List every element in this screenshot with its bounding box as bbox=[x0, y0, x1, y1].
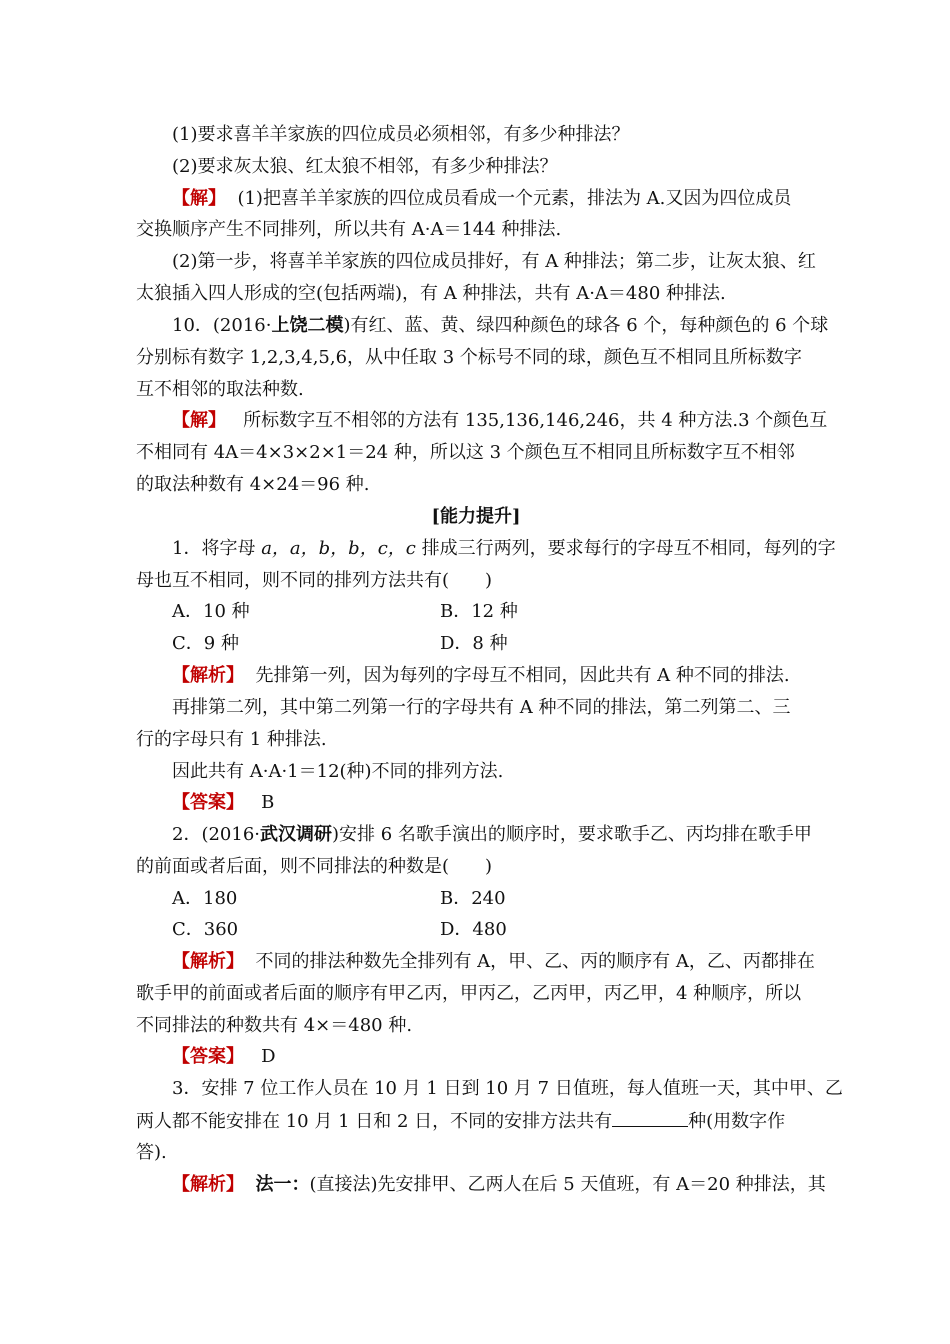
question-2-line: 的前面或者后面，则不同排法的种数是( ) bbox=[136, 856, 493, 877]
solution-line: 太狼插入四人形成的空(包括两端)，有 A 种排法，共有 A·A＝480 种排法. bbox=[136, 283, 726, 304]
analysis-text: (直接法)先安排甲、乙两人在后 5 天值班，有 A＝20 种排法，其 bbox=[309, 1174, 826, 1195]
analysis-tag: 【解析】 bbox=[172, 665, 244, 686]
question-3-line: 答). bbox=[136, 1142, 167, 1163]
analysis-tag: 【解析】 bbox=[172, 951, 244, 972]
analysis-1-line: 再排第二列，其中第二列第一行的字母共有 A 种不同的排法，第二列第二、三 bbox=[172, 697, 791, 718]
solution-line: 交换顺序产生不同排列，所以共有 A·A＝144 种排法. bbox=[136, 219, 562, 240]
option-c: C．360 bbox=[172, 919, 239, 940]
question-2-text: )安排 6 名歌手演出的顺序时，要求歌手乙、丙均排在歌手甲 bbox=[332, 824, 812, 845]
question-2-source: 武汉调研 bbox=[260, 824, 333, 845]
question-1-text: 1．将字母 bbox=[172, 538, 262, 559]
question-10-number: 10．(2016· bbox=[172, 315, 272, 336]
solution-tag: 【解】 bbox=[172, 188, 226, 209]
analysis-1-line: 行的字母只有 1 种排法. bbox=[136, 729, 327, 750]
question-3-line: 3．安排 7 位工作人员在 10 月 1 日到 10 月 7 日值班，每人值班一天，其中甲、乙 bbox=[172, 1078, 843, 1099]
analysis-text: 先排第一列，因为每列的字母互不相同，因此共有 A 种不同的排法. bbox=[255, 665, 790, 686]
solution-10-line: 的取法种数有 4×24＝96 种. bbox=[136, 474, 370, 495]
question-2 bbox=[172, 824, 852, 846]
question-part-1: (1)要求喜羊羊家族的四位成员必须相邻，有多少种排法？ bbox=[172, 124, 630, 145]
option-c: C．9 种 bbox=[172, 633, 239, 654]
method-label: 法一： bbox=[255, 1174, 310, 1195]
option-d: D．480 bbox=[440, 919, 507, 940]
question-3-line bbox=[136, 1110, 816, 1133]
question-3-text: 种(用数字作 bbox=[688, 1111, 786, 1132]
answer-value: D bbox=[261, 1046, 276, 1067]
solution-text: 所标数字互不相邻的方法有 135,136,146,246，共 4 种方法.3 个颜色互 bbox=[243, 410, 828, 431]
question-part-2: (2)要求灰太狼、红太狼不相邻，有多少种排法？ bbox=[172, 156, 558, 177]
analysis-1-line bbox=[172, 665, 852, 687]
option-b: B．240 bbox=[440, 888, 506, 909]
solution-10-line: 不相同有 4A＝4×3×2×1＝24 种，所以这 3 个颜色互不相同且所标数字互不相邻 bbox=[136, 442, 795, 463]
analysis-2-line: 歌手甲的前面或者后面的顺序有甲乙丙，甲丙乙，乙丙甲，丙乙甲，4 种顺序，所以 bbox=[136, 983, 802, 1004]
option-a: A．180 bbox=[172, 888, 238, 909]
question-2-number: 2．(2016· bbox=[172, 824, 261, 845]
question-3-text: 两人都不能安排在 10 月 1 日和 2 日，不同的安排方法共有 bbox=[136, 1111, 613, 1132]
option-d: D．8 种 bbox=[440, 633, 508, 654]
answer-tag: 【答案】 bbox=[172, 792, 244, 813]
question-1-letters: a，a，b，b，c，c bbox=[261, 538, 416, 559]
option-a: A．10 种 bbox=[172, 601, 250, 622]
question-1 bbox=[172, 538, 852, 560]
answer-blank bbox=[612, 1110, 688, 1127]
options-row bbox=[172, 633, 852, 655]
answer-1 bbox=[172, 792, 852, 814]
question-10 bbox=[172, 315, 852, 337]
question-10-source: 上饶二模 bbox=[271, 315, 344, 336]
question-1-text: 排成三行两列，要求每行的字母互不相同，每列的字 bbox=[415, 538, 836, 559]
question-10-line: 互不相邻的取法种数. bbox=[136, 379, 304, 400]
analysis-3-line bbox=[172, 1174, 852, 1196]
answer-tag: 【答案】 bbox=[172, 1046, 244, 1067]
solution-line: (2)第一步，将喜羊羊家族的四位成员排好，有 A 种排法；第二步，让灰太狼、红 bbox=[172, 251, 816, 272]
analysis-tag: 【解析】 bbox=[172, 1174, 244, 1195]
question-1-line: 母也互不相同，则不同的排列方法共有( ) bbox=[136, 570, 493, 591]
solution-10-line bbox=[172, 410, 852, 432]
solution-text: (1)把喜羊羊家族的四位成员看成一个元素，排法为 A.又因为四位成员 bbox=[237, 188, 792, 209]
options-row bbox=[172, 888, 852, 910]
analysis-text: 不同的排法种数先全排列有 A，甲、乙、丙的顺序有 A，乙、丙都排在 bbox=[255, 951, 815, 972]
solution-tag: 【解】 bbox=[172, 410, 226, 431]
section-heading: [能力提升] bbox=[431, 506, 521, 527]
options-row bbox=[172, 601, 852, 623]
question-10-text: )有红、蓝、黄、绿四种颜色的球各 6 个，每种颜色的 6 个球 bbox=[343, 315, 829, 336]
answer-2 bbox=[172, 1046, 852, 1068]
answer-value: B bbox=[261, 792, 275, 813]
option-b: B．12 种 bbox=[440, 601, 518, 622]
analysis-2-line: 不同排法的种数共有 4×＝480 种. bbox=[136, 1015, 413, 1036]
solution-line bbox=[172, 188, 852, 210]
question-10-line: 分别标有数字 1,2,3,4,5,6，从中任取 3 个标号不同的球，颜色互不相同且所标数字 bbox=[136, 347, 802, 368]
analysis-2-line bbox=[172, 951, 852, 973]
analysis-1-line: 因此共有 A·A·1＝12(种)不同的排列方法. bbox=[172, 761, 504, 782]
options-row bbox=[172, 919, 852, 941]
